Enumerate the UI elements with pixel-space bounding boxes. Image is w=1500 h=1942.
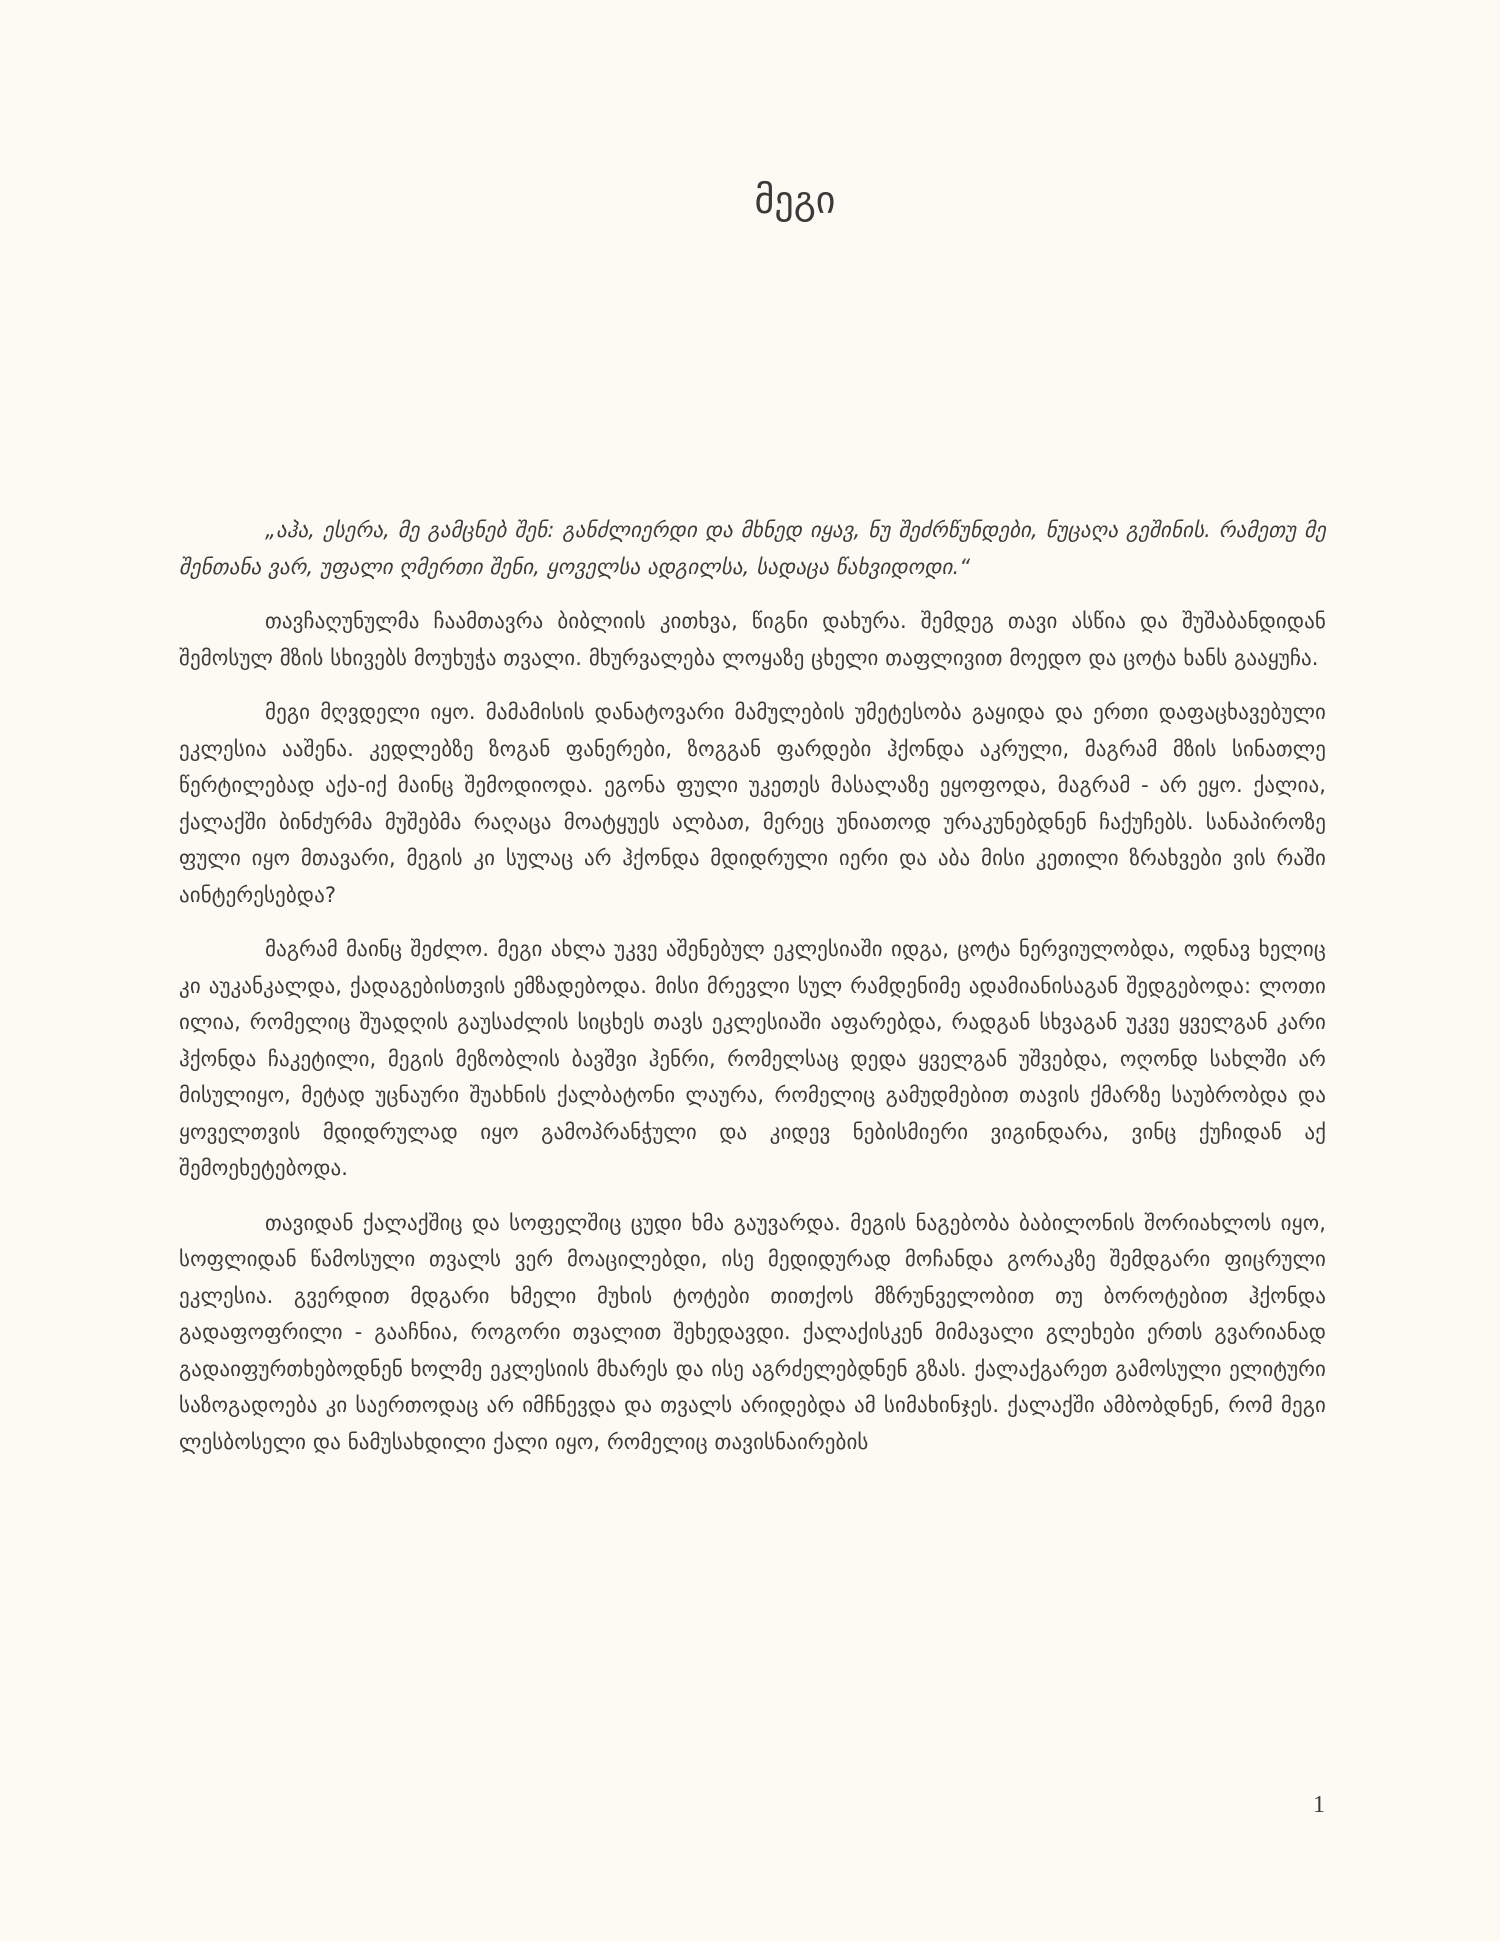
paragraph: თავჩაღუნულმა ჩაამთავრა ბიბლიის კითხვა, წიგნი დახურა. შემდეგ თავი ასწია და შუშაბანდიდან შემოსულ მზის სხივებს მოუხუჭა თვალი. მხურვალება ლოყაზე ცხელი თაფლივით მოედო და ცოტა ხანს გააყუჩა. <box>179 609 1326 670</box>
paragraph: თავიდან ქალაქშიც და სოფელშიც ცუდი ხმა გაუვარდა. მეგის ნაგებობა ბაბილონის შორიახლოს იყო, სოფლიდან წამოსული თვალს ვერ მოაცილებდი, ისე მედიდურად მოჩანდა გორაკზე შემდგარი ფიცრული ეკლესია. გვერდით მდგარი ხმელი მუხის ტოტები თითქოს მზრუნველობით თუ ბოროტებით ჰქონდა გადაფოფრილი - გააჩნია, როგორი თვალით შეხედავდი. ქალაქისკენ მიმავალი გლეხები ერთს გვარიანად გადაიფურთხებოდნენ ხოლმე ეკლესიის მხარეს და ისე აგრძელებდნენ გზას. ქალაქგარეთ გამოსული ელიტური საზოგადოება კი საერთოდაც არ იმჩნევდა და თვალს არიდებდა ამ სიმახინჯეს. ქალაქში ამბობდნენ, რომ მეგი ლესბოსელი და ნამუსახდილი ქალი იყო, რომელიც თავისნაირების <box>179 1210 1326 1454</box>
page-number: 1 <box>1313 1792 1325 1818</box>
body-text <box>179 512 1326 1478</box>
paragraph: მეგი მღვდელი იყო. მამამისის დანატოვარი მამულების უმეტესობა გაყიდა და ერთი დაფაცხავებული ეკლესია ააშენა. კედლებზე ზოგან ფანერები, ზოგგან ფარდები ჰქონდა აკრული, მაგრამ მზის სინათლე წერტილებად აქა-იქ მაინც შემოდიოდა. ეგონა ფული უკეთეს მასალაზე ეყოფოდა, მაგრამ - არ ეყო. ქალია, ქალაქში ბინძურმა მუშებმა რაღაცა მოატყუეს ალბათ, მერეც უნიათოდ ურაკუნებდნენ ჩაქუჩებს. სანაპიროზე ფული იყო მთავარი, მეგის კი სულაც არ ჰქონდა მდიდრული იერი და აბა მისი კეთილი ზრახვები ვის რაში აინტერესებდა? <box>179 700 1326 907</box>
epigraph-quote: „აჰა, ესერა, მე გამცნებ შენ: განძლიერდი და მხნედ იყავ, ნუ შეძრწუნდები, ნუცაღა გეშინის. რამეთუ მე შენთანა ვარ, უფალი ღმერთი შენი, ყოველსა ადგილსა, სადაცა წახვიდოდი.“ <box>179 518 1326 579</box>
page-title: მეგი <box>754 178 836 222</box>
paragraph: მაგრამ მაინც შეძლო. მეგი ახლა უკვე აშენებულ ეკლესიაში იდგა, ცოტა ნერვიულობდა, ოდნავ ხელიც კი აუკანკალდა, ქადაგებისთვის ემზადებოდა. მისი მრევლი სულ რამდენიმე ადამიანისაგან შედგებოდა: ლოთი ილია, რომელიც შუადღის გაუსაძლის სიცხეს თავს ეკლესიაში აფარებდა, რადგან სხვაგან უკვე ყველგან კარი ჰქონდა ჩაკეტილი, მეგის მეზობლის ბავშვი ჰენრი, რომელსაც დედა ყველგან უშვებდა, ოღონდ სახლში არ მისულიყო, მეტად უცნაური შუახნის ქალბატონი ლაურა, რომელიც გამუდმებით თავის ქმარზე საუბრობდა და ყოველთვის მდიდრულად იყო გამოპრანჭული და კიდევ ნებისმიერი ვიგინდარა, ვინც ქუჩიდან აქ შემოეხეტებოდა. <box>179 937 1326 1180</box>
